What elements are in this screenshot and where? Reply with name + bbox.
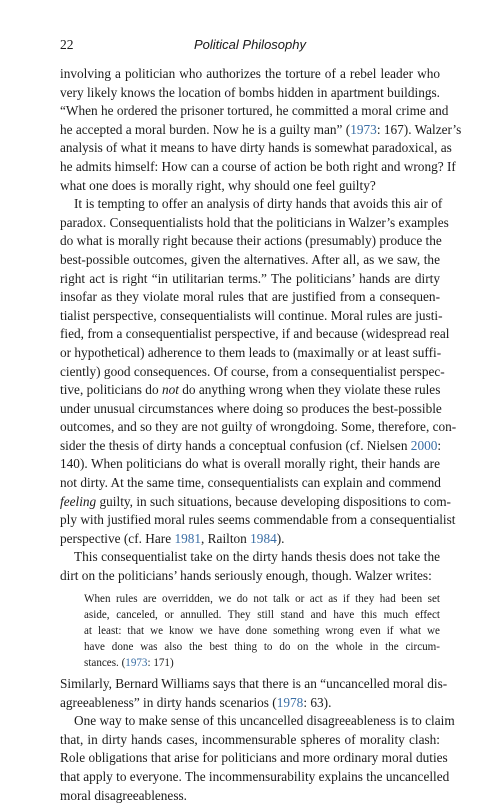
citation-link[interactable]: 2000 — [410, 437, 438, 453]
text-line: analysis of what it means to have dirty hands is somewhat paradoxical, as — [60, 140, 452, 156]
citation-link[interactable]: 1973 — [350, 121, 377, 137]
text-line: Similarly, Bernard Williams says that there is an “uncancelled moral dis- — [60, 676, 448, 692]
text-line: sider the thesis of dirty hands a conceptual confusion (cf. Nielsen 2000: — [60, 437, 442, 453]
citation-link[interactable]: 1981 — [174, 530, 202, 546]
text-line: he accepted a moral burden. Now he is a guilty man” (1973: 167). Walzer’s — [60, 121, 462, 137]
quote-line: aside, canceled, or annulled. They still stand and have this much effect — [84, 608, 440, 621]
paragraph — [60, 712, 455, 805]
text-line: tive, politicians do not do anything wrong when they violate these rules — [60, 382, 441, 398]
text-line: It is tempting to offer an analysis of dirty hands that avoids this air of — [74, 196, 443, 212]
page-number: 22 — [60, 37, 74, 52]
paragraph — [60, 195, 457, 548]
text-line: ciently) good consequences. Of course, from a consequentialist perspec- — [60, 363, 445, 379]
text-line: “When he ordered the prisoner tortured, he committed a moral crime and — [60, 103, 449, 119]
text-line: This consequentialist take on the dirty hands thesis does not take the — [74, 549, 440, 565]
text-line: feeling guilty, in such situations, because developing dispositions to com- — [60, 493, 451, 509]
citation-link[interactable]: 1984 — [250, 530, 277, 546]
text-line: insofar as they violate moral rules that are justified from a consequen- — [60, 289, 440, 305]
paragraph — [60, 548, 440, 585]
quote-line: stances. (1973: 171) — [84, 657, 174, 669]
text-line: very likely knows the location of bombs hidden in apartment buildings. — [60, 84, 441, 100]
text-line: under unusual circumstances where doing so produces the best-possible — [60, 400, 442, 416]
text-line: that, in dirty hands cases, incommensurable spheres of morality clash: — [60, 731, 440, 747]
text-line: what one does is morally right, why should one feel guilty? — [60, 177, 376, 193]
text-line: involving a politician who authorizes the torture of a rebel leader who — [60, 66, 440, 81]
quote-line: at least: that we know we have done something wrong even if what we — [84, 624, 440, 637]
paragraph — [60, 65, 462, 195]
block-quote — [84, 591, 440, 671]
body-text — [60, 65, 462, 805]
text-line: tialist perspective, consequentialists will continue. Moral rules are justi- — [60, 307, 443, 323]
text-line: moral disagreeableness. — [60, 787, 188, 803]
text-line: right act is right “in utilitarian terms.” The politicians’ hands are dirty — [60, 270, 440, 286]
quote-line: have done was also the best thing to do on the whole in the circum- — [84, 640, 440, 653]
emphasis: not — [161, 382, 179, 398]
citation-link[interactable]: 1978 — [276, 694, 304, 710]
text-line: or hypothetical) adherence to them leads to (maximally or at least suffi- — [60, 344, 442, 360]
citation-link[interactable]: 1973 — [125, 657, 148, 669]
quote-line: When rules are overridden, we do not talk or act as if they had been set — [84, 592, 440, 605]
text-line: dirt on the politicians’ hands seriously enough, though. Walzer writes: — [60, 568, 432, 584]
text-line: that apply to everyone. The incommensurability explains the uncancelled — [60, 769, 450, 785]
text-line: outcomes, and so they are not guilty of wrongdoing. Some, therefore, con- — [60, 419, 457, 435]
text-line: ply with justified moral rules seems commendable from a consequentialist — [60, 512, 456, 528]
text-line: fied, from a consequentialist perspective, if and because (widespread real — [60, 326, 450, 342]
text-line: paradox. Consequentialists hold that the politicians in Walzer’s examples — [60, 214, 449, 230]
text-line: Role obligations that arise for politicians and more ordinary moral duties — [60, 750, 448, 766]
text-line: perspective (cf. Hare 1981, Railton 1984). — [60, 530, 285, 546]
text-line: agreeableness” in dirty hands scenarios (1978: 63). — [60, 694, 332, 710]
text-line: One way to make sense of this uncancelled disagreeableness is to claim — [74, 713, 455, 729]
text-line: 140). When politicians do what is overall morally right, their hands are — [60, 456, 440, 472]
paragraph — [60, 675, 448, 712]
emphasis: feeling — [60, 493, 97, 509]
text-line: he admits himself: How can a course of action be both right and wrong? If — [60, 158, 456, 174]
running-header — [60, 37, 440, 57]
text-line: not dirty. At the same time, consequentialists can explain and commend — [60, 475, 441, 491]
text-line: do what is morally right because their actions (presumably) produce the — [60, 233, 442, 249]
text-line: best-possible outcomes, given the alternatives. After all, as we saw, the — [60, 251, 440, 267]
running-title: Political Philosophy — [193, 37, 306, 52]
